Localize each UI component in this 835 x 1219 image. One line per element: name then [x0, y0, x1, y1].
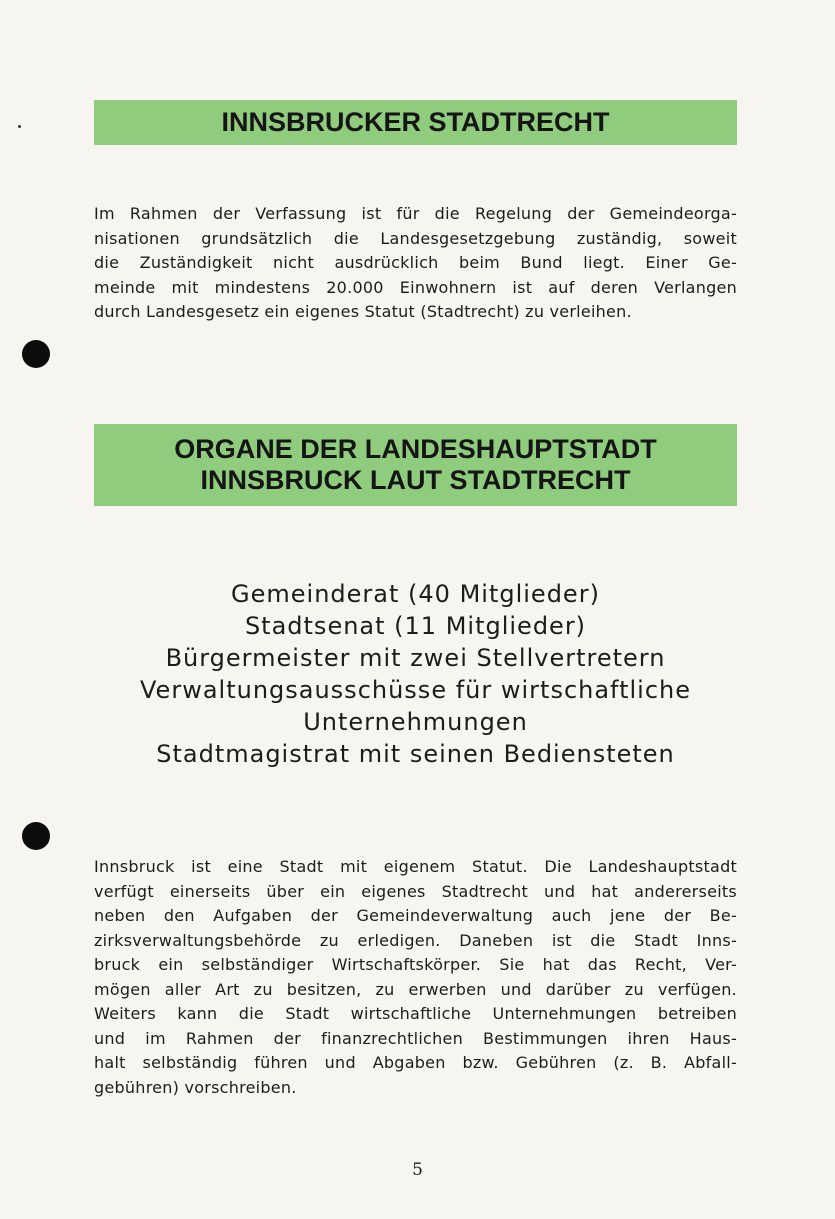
organ-item: Unternehmungen: [303, 708, 528, 736]
paper-speck: [18, 125, 21, 128]
heading-line: ORGANE DER LANDESHAUPTSTADT: [174, 434, 657, 464]
paragraph-line: verfügt einerseits über ein eigenes Stadtrecht und hat andererseits: [94, 881, 737, 901]
paragraph-line: Weiters kann die Stadt wirtschaftliche Unternehmungen betreiben: [94, 1004, 737, 1023]
organ-item: Gemeinderat (40 Mitglieder): [231, 580, 600, 608]
punch-hole: [22, 340, 50, 368]
paragraph-line: bruck ein selbständiger Wirtschaftskörper. Sie hat das Recht, Ver-: [94, 955, 737, 974]
heading-line: INNSBRUCK LAUT STADTRECHT: [200, 465, 631, 495]
paragraph-line: zirksverwaltungsbehörde zu erledigen. Daneben ist die Stadt Inns-: [94, 930, 737, 950]
organs-list: [94, 578, 737, 770]
paragraph-line: Im Rahmen der Verfassung ist für die Regelung der Gemeindeorga-: [94, 204, 737, 223]
section-heading-stadtrecht: [94, 100, 737, 145]
paragraph-line: meinde mit mindestens 20.000 Einwohnern ist auf deren Verlangen: [94, 277, 737, 297]
organ-item: Stadtsenat (11 Mitglieder): [244, 612, 587, 640]
organ-item: Verwaltungsausschüsse für wirtschaftliche: [140, 676, 691, 704]
paragraph-line: die Zuständigkeit nicht ausdrücklich beim Bund liegt. Einer Ge-: [94, 253, 737, 272]
paragraph-line: mögen aller Art zu besitzen, zu erwerben und darüber zu verfügen.: [94, 979, 737, 999]
paragraph-line: und im Rahmen der finanzrechtlichen Bestimmungen ihren Haus-: [94, 1028, 737, 1048]
page-number: 5: [412, 1160, 423, 1180]
punch-hole: [22, 822, 50, 850]
section-heading-organe: [94, 424, 737, 506]
paragraph-line: durch Landesgesetz ein eigenes Statut (Stadtrecht) zu verleihen.: [94, 302, 632, 321]
organ-item: Stadtmagistrat mit seinen Bediensteten: [156, 740, 675, 768]
paragraph-line: gebühren) vorschreiben.: [94, 1077, 297, 1097]
paragraph-line: nisationen grundsätzlich die Landesgesetzgebung zuständig, soweit: [94, 228, 737, 248]
organ-item: Bürgermeister mit zwei Stellvertretern: [165, 644, 666, 672]
paragraph-stadtrecht: [94, 202, 737, 325]
paragraph-line: neben den Aufgaben der Gemeindeverwaltung auch jene der Be-: [94, 906, 737, 925]
paragraph-line: halt selbständig führen und Abgaben bzw. Gebühren (z. B. Abfall-: [94, 1053, 737, 1072]
paragraph-line: Innsbruck ist eine Stadt mit eigenem Statut. Die Landeshauptstadt: [94, 857, 737, 876]
paragraph-innsbruck-statut: [94, 855, 737, 1100]
heading-text: INNSBRUCKER STADTRECHT: [221, 107, 610, 137]
